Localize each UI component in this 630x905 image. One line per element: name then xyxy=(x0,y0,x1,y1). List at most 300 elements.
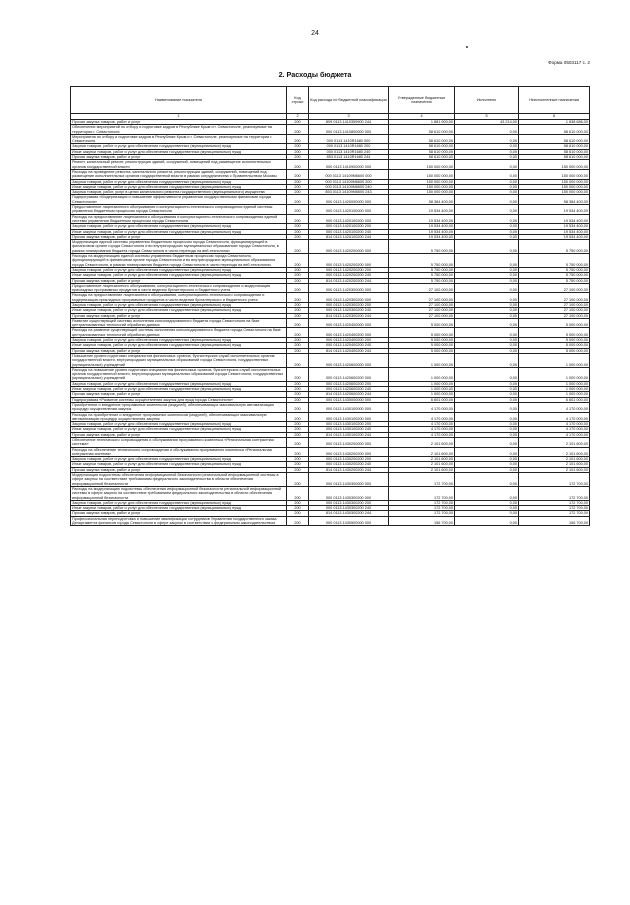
row-approved: 2 101 600,00 xyxy=(389,462,455,467)
table-row xyxy=(71,457,590,462)
col-header-unexecuted: Неисполненные назначения xyxy=(519,87,590,114)
row-executed: 0,00 xyxy=(455,367,519,381)
table-row xyxy=(71,273,590,278)
row-classification: 000 0113 1420200000 000 xyxy=(309,240,389,254)
row-unexecuted: 4 170 000,00 xyxy=(519,427,590,432)
row-approved: 19 534 400,00 xyxy=(389,224,455,229)
table-row xyxy=(71,500,590,505)
row-executed: 0,00 xyxy=(455,134,519,144)
row-code: 200 xyxy=(287,278,309,283)
row-approved: 58 610 000,00 xyxy=(389,155,455,160)
row-unexecuted: 19 534 400,00 xyxy=(519,214,590,224)
row-name: Прочая закупка товаров, работ и услуг xyxy=(71,155,287,160)
row-name: Закупка товаров, работ и услуг для обеспечения государственных (муниципальных) нужд xyxy=(71,302,287,307)
row-name: Предоставление лицензионного обслуживания, консультационно-технического сопровождения и модернизация прикладных программных продуктов в части ведения бухгалтерского и бюджетного учета xyxy=(71,283,287,293)
row-code: 200 xyxy=(287,302,309,307)
row-unexecuted: 172 700,00 xyxy=(519,500,590,505)
row-name: Прочая закупка товаров, работ и услуг xyxy=(71,234,287,239)
row-classification: 000 0113 1430100200 200 xyxy=(309,422,389,427)
row-code: 200 xyxy=(287,190,309,195)
row-name: Иные закупки товаров, работ и услуг для обеспечения государственных (муниципальных) нужд xyxy=(71,427,287,432)
row-unexecuted: 1 000 000,00 xyxy=(519,392,590,397)
row-approved: 1 000 000,00 xyxy=(389,387,455,392)
row-classification: 000 0113 1420100200 200 xyxy=(309,224,389,229)
row-executed: 0,00 xyxy=(455,486,519,500)
row-name: Предоставление лицензионного обслуживания и консультационно-технического сопровождения единой системы управления бюджетным процессом города Севастополя xyxy=(71,205,287,215)
row-name: Прочая закупка товаров, работ и услуг xyxy=(71,348,287,353)
row-executed: 0,00 xyxy=(455,179,519,184)
row-executed: 0,00 xyxy=(455,184,519,189)
row-executed: 0,00 xyxy=(455,397,519,402)
row-executed: 0,00 xyxy=(455,511,519,516)
row-code: 200 xyxy=(287,179,309,184)
row-name: Иные закупки товаров, работ и услуг для обеспечения государственных (муниципальных) нужд xyxy=(71,506,287,511)
row-approved: 58 610 000,00 xyxy=(389,149,455,154)
table-row xyxy=(71,224,590,229)
row-code: 200 xyxy=(287,397,309,402)
row-unexecuted: 5 750 000,00 xyxy=(519,278,590,283)
row-code: 200 xyxy=(287,367,309,381)
row-code: 200 xyxy=(287,432,309,437)
row-name: Прочая закупка товаров, работ и услуг xyxy=(71,313,287,318)
row-code: 200 xyxy=(287,427,309,432)
row-unexecuted: 2 101 600,00 xyxy=(519,462,590,467)
row-classification: 000 0113 1410900000 000 xyxy=(309,160,389,170)
row-approved: 5 750 000,00 xyxy=(389,240,455,254)
row-approved: 150 000 000,00 xyxy=(389,160,455,170)
table-row xyxy=(71,397,590,402)
row-code: 200 xyxy=(287,144,309,149)
row-unexecuted: 172 700,00 xyxy=(519,511,590,516)
row-code: 200 xyxy=(287,467,309,472)
row-code: 200 xyxy=(287,486,309,500)
row-executed: 0,00 xyxy=(455,313,519,318)
row-classification: 000 0113 1410R1680 000 xyxy=(309,134,389,144)
row-approved: 172 700,00 xyxy=(389,500,455,505)
row-executed: 0,00 xyxy=(455,214,519,224)
table-row xyxy=(71,169,590,179)
table-row xyxy=(71,190,590,195)
row-name: Расходы на предоставление лицензионного обслуживания и консультационно-технического сопровождения единой системы управления бюджетным процессом города Севастополя xyxy=(71,214,287,224)
row-unexecuted: 27 100 000,00 xyxy=(519,283,590,293)
row-unexecuted: 150 000 000,00 xyxy=(519,184,590,189)
row-executed: 0,00 xyxy=(455,447,519,457)
table-row xyxy=(71,293,590,303)
row-executed: 0,00 xyxy=(455,195,519,205)
table-row xyxy=(71,283,590,293)
page-number: 24 xyxy=(311,30,319,37)
row-unexecuted: 19 534 400,00 xyxy=(519,205,590,215)
row-approved: 6 601 000,00 xyxy=(389,397,455,402)
row-classification: 814 0113 1430200200 244 xyxy=(309,467,389,472)
row-name: Расходы на проведение ремонта, капитального ремонта, реконструкции зданий, сооружений, помещений под размещение исполнительных органов государственной власти в рамках сотрудничества с Правительством Москвы xyxy=(71,169,287,179)
row-classification: 000 0113 1420300200 200 xyxy=(309,302,389,307)
row-unexecuted: 2 101 600,00 xyxy=(519,457,590,462)
row-name: Иные закупки товаров, работ и услуг для обеспечения государственных (муниципальных) нужд xyxy=(71,343,287,348)
row-code: 200 xyxy=(287,318,309,328)
row-classification: 000 0113 1430200000 000 xyxy=(309,438,389,448)
row-classification: 000 0113 1420200200 000 xyxy=(309,254,389,268)
row-name: Приобретение и внедрение программных комплексов (модулей), обеспечивающих максимальную автоматизацию процедур осуществления закупок xyxy=(71,402,287,412)
row-executed: 0,00 xyxy=(455,149,519,154)
row-classification: 000 0113 1420100200 000 xyxy=(309,214,389,224)
row-unexecuted: 4 170 000,00 xyxy=(519,432,590,437)
row-executed: 0,00 xyxy=(455,273,519,278)
row-classification: 000 0113 1420300200 000 xyxy=(309,293,389,303)
row-unexecuted: 1 000 000,00 xyxy=(519,387,590,392)
row-approved: 4 170 000,00 xyxy=(389,412,455,422)
col-header-classification: Код расхода по бюджетной классификации xyxy=(309,87,389,114)
row-name: Иные закупки товаров, работ и услуг для обеспечения государственных (муниципальных) нужд xyxy=(71,273,287,278)
table-row xyxy=(71,144,590,149)
scan-dot xyxy=(466,46,468,48)
table-row xyxy=(71,438,590,448)
row-code: 200 xyxy=(287,328,309,338)
table-row xyxy=(71,422,590,427)
row-name: Иные закупки товаров, работ и услуг для обеспечения государственных (муниципальных) нужд xyxy=(71,462,287,467)
row-unexecuted: 4 170 000,00 xyxy=(519,402,590,412)
row-unexecuted: 150 000 000,00 xyxy=(519,160,590,170)
row-classification: 814 0113 1420600200 244 xyxy=(309,392,389,397)
row-code: 200 xyxy=(287,267,309,272)
table-row xyxy=(71,486,590,500)
row-executed: 0,00 xyxy=(455,467,519,472)
table-row xyxy=(71,184,590,189)
row-classification: 000 0113 1430100200 240 xyxy=(309,427,389,432)
row-code: 200 xyxy=(287,343,309,348)
table-row xyxy=(71,267,590,272)
row-code: 200 xyxy=(287,402,309,412)
row-approved: 5 750 000,00 xyxy=(389,273,455,278)
row-code: 200 xyxy=(287,149,309,154)
row-approved: 19 534 400,00 xyxy=(389,229,455,234)
row-unexecuted: 5 000 000,00 xyxy=(519,318,590,328)
row-unexecuted: 156 700,00 xyxy=(519,516,590,526)
table-row xyxy=(71,302,590,307)
row-unexecuted: 150 000 000,00 xyxy=(519,179,590,184)
row-code: 200 xyxy=(287,457,309,462)
row-executed: 0,00 xyxy=(455,240,519,254)
row-approved: 58 610 000,00 xyxy=(389,125,455,135)
row-executed: 0,00 xyxy=(455,387,519,392)
row-code: 200 xyxy=(287,308,309,313)
row-executed: 0,00 xyxy=(455,422,519,427)
row-executed: 0,00 xyxy=(455,348,519,353)
row-unexecuted: 19 534 400,00 xyxy=(519,234,590,239)
row-executed: 0,00 xyxy=(455,160,519,170)
row-unexecuted: 27 100 000,00 xyxy=(519,313,590,318)
row-classification: 000 0113 14109М6600 240 xyxy=(309,184,389,189)
row-name: Иные закупки товаров, работ и услуг для обеспечения государственных (муниципальных) нужд xyxy=(71,308,287,313)
row-code: 200 xyxy=(287,205,309,215)
table-row xyxy=(71,328,590,338)
row-approved: 19 534 400,00 xyxy=(389,214,455,224)
row-name: Прочая закупка товаров, работ и услуг xyxy=(71,467,287,472)
row-unexecuted: 172 700,00 xyxy=(519,473,590,487)
row-unexecuted: 5 000 000,00 xyxy=(519,328,590,338)
row-approved: 150 000 000,00 xyxy=(389,184,455,189)
row-name: Расходы на модернизацию единой системы управления бюджетным процессом города Севастополя, функционирующей в финансовом органе города Севастополя и во внутригородских муниципальных образованиях города Севастополя, в рамках планирования бюджета города Севастополя в части перехода на веб-технологии xyxy=(71,254,287,268)
row-approved: 5 000 000,00 xyxy=(389,318,455,328)
row-code: 200 xyxy=(287,462,309,467)
table-row xyxy=(71,427,590,432)
row-classification: 814 0113 1420300200 244 xyxy=(309,313,389,318)
row-name: Прочая закупка товаров, работ и услуг xyxy=(71,120,287,125)
row-approved: 5 000 000,00 xyxy=(389,338,455,343)
row-classification: 853 0113 1410R1680 244 xyxy=(309,155,389,160)
table-row xyxy=(71,367,590,381)
row-name: Иные закупки товаров, работ и услуг для обеспечения государственных (муниципальных) нужд xyxy=(71,149,287,154)
row-classification: 000 0113 1420300000 000 xyxy=(309,283,389,293)
col-number: 3 xyxy=(309,114,389,120)
row-executed: 0,00 xyxy=(455,457,519,462)
row-code: 200 xyxy=(287,381,309,386)
row-classification: 000 0113 1430300200 240 xyxy=(309,506,389,511)
row-approved: 5 000 000,00 xyxy=(389,348,455,353)
table-row xyxy=(71,353,590,367)
row-unexecuted: 27 100 000,00 xyxy=(519,302,590,307)
row-unexecuted: 2 101 600,00 xyxy=(519,467,590,472)
row-approved: 1 000 000,00 xyxy=(389,381,455,386)
row-code: 200 xyxy=(287,313,309,318)
row-executed: 0,00 xyxy=(455,229,519,234)
row-unexecuted: 5 750 000,00 xyxy=(519,240,590,254)
row-unexecuted: 27 100 000,00 xyxy=(519,293,590,303)
row-code: 200 xyxy=(287,387,309,392)
row-name: Закупка товаров, работ и услуг для обеспечения государственных (муниципальных) нужд xyxy=(71,500,287,505)
row-code: 200 xyxy=(287,412,309,422)
table-row xyxy=(71,134,590,144)
row-code: 200 xyxy=(287,125,309,135)
row-approved: 150 000 000,00 xyxy=(389,190,455,195)
row-classification: 000 0113 1430100200 000 xyxy=(309,412,389,422)
row-executed: 0,00 xyxy=(455,516,519,526)
row-unexecuted: 5 000 000,00 xyxy=(519,348,590,353)
row-executed: 0,00 xyxy=(455,432,519,437)
row-classification: 000 0113 1420400200 000 xyxy=(309,328,389,338)
row-code: 200 xyxy=(287,155,309,160)
row-name: Закупка товаров, работ и услуг для обеспечения государственных (муниципальных) нужд xyxy=(71,179,287,184)
row-code: 200 xyxy=(287,160,309,170)
table-row xyxy=(71,506,590,511)
row-unexecuted: 58 610 000,00 xyxy=(519,144,590,149)
row-name: Закупка товаров, работ и услуг для обеспечения государственных (муниципальных) нужд xyxy=(71,224,287,229)
row-classification: 000 0113 1420300200 240 xyxy=(309,308,389,313)
row-code: 200 xyxy=(287,392,309,397)
row-approved: 2 101 600,00 xyxy=(389,447,455,457)
row-name: Повышение уровня подготовки специалистов финансовых органов, бухгалтерских служб исполнительных органов государственной власти, внутригородских муниципальных образований города Севастополя, государственных (муниципальных) учреждений xyxy=(71,353,287,367)
row-name: Закупка товаров, работ и услуг для обеспечения государственных (муниципальных) нужд xyxy=(71,338,287,343)
table-row xyxy=(71,125,590,135)
row-name: Закупка товаров, работ и услуг для обеспечения государственных (муниципальных) нужд xyxy=(71,457,287,462)
row-name: Расходы на развитие существующей системы исполнения консолидированного бюджета города Севастополя на базе централизованных технологий обработки данных xyxy=(71,328,287,338)
row-unexecuted: 4 170 000,00 xyxy=(519,412,590,422)
row-code: 200 xyxy=(287,422,309,427)
row-executed: 0,00 xyxy=(455,267,519,272)
row-approved: 4 170 000,00 xyxy=(389,432,455,437)
row-unexecuted: 5 000 000,00 xyxy=(519,338,590,343)
row-classification: 000 0113 1420600000 000 xyxy=(309,353,389,367)
row-code: 200 xyxy=(287,283,309,293)
row-executed: 0,00 xyxy=(455,293,519,303)
table-row xyxy=(71,318,590,328)
row-name: Модернизация подсистемы обеспечения информационной безопасности региональной информационной системы в сфере закупок на соответствие требованиям федерального законодательства в области обеспечения информационной безопасности xyxy=(71,473,287,487)
row-classification: 000 0113 1420200200 200 xyxy=(309,267,389,272)
row-approved: 150 000 000,00 xyxy=(389,179,455,184)
row-classification: 000 0113 1410800000 000 xyxy=(309,125,389,135)
row-code: 200 xyxy=(287,511,309,516)
row-classification: 000 0113 14109М6600 200 xyxy=(309,179,389,184)
row-executed: 0,00 xyxy=(455,169,519,179)
col-number: 6 xyxy=(519,114,590,120)
row-approved: 156 700,00 xyxy=(389,516,455,526)
row-name: Закупка товаров, работ и услуг для обеспечения государственных (муниципальных) нужд xyxy=(71,381,287,386)
row-classification: 000 0113 1410R1680 200 xyxy=(309,144,389,149)
row-approved: 2 101 600,00 xyxy=(389,467,455,472)
row-code: 200 xyxy=(287,184,309,189)
row-approved: 27 100 000,00 xyxy=(389,293,455,303)
row-name: Иные закупки товаров, работ и услуг для обеспечения государственных (муниципальных) нужд xyxy=(71,184,287,189)
row-executed: 0,00 xyxy=(455,506,519,511)
col-header-code: Код строки xyxy=(287,87,309,114)
row-name: Прочая закупка товаров, работ и услуг xyxy=(71,432,287,437)
row-approved: 172 700,00 xyxy=(389,511,455,516)
row-unexecuted: 58 610 000,00 xyxy=(519,134,590,144)
row-executed: 0,00 xyxy=(455,462,519,467)
row-unexecuted: 150 000 000,00 xyxy=(519,169,590,179)
table-row xyxy=(71,205,590,215)
row-classification: 000 0113 1430200200 200 xyxy=(309,457,389,462)
table-row xyxy=(71,387,590,392)
row-approved: 19 534 400,00 xyxy=(389,234,455,239)
row-code: 200 xyxy=(287,224,309,229)
row-approved: 4 170 000,00 xyxy=(389,402,455,412)
row-executed: 0,00 xyxy=(455,155,519,160)
col-header-name: Наименование показателя xyxy=(71,87,287,114)
table-body xyxy=(71,120,590,526)
row-name: Прочая закупка товаров, работ и услуг xyxy=(71,511,287,516)
row-classification: 000 0113 1430300200 200 xyxy=(309,500,389,505)
row-code: 200 xyxy=(287,214,309,224)
row-name: Развитие существующей системы исполнения консолидированного бюджета города Севастополя на базе централизованных технологий обработки данных xyxy=(71,318,287,328)
row-classification: 000 0113 1430000000 000 xyxy=(309,397,389,402)
row-approved: 27 100 000,00 xyxy=(389,302,455,307)
row-approved: 58 610 000,00 xyxy=(389,134,455,144)
table-row xyxy=(71,447,590,457)
row-unexecuted: 2 101 600,00 xyxy=(519,447,590,457)
row-name: Расходы на повышение уровня подготовки специалистов финансовых органов, бухгалтерских служб исполнительных органов государственной власти, внутригородских муниципальных образований города Севастополя, государственных (муниципальных) учреждений xyxy=(71,367,287,381)
table-row xyxy=(71,516,590,526)
row-executed: 0,00 xyxy=(455,125,519,135)
col-number: 4 xyxy=(389,114,455,120)
row-executed: 0,00 xyxy=(455,302,519,307)
table-row xyxy=(71,240,590,254)
row-approved: 2 101 600,00 xyxy=(389,438,455,448)
row-unexecuted: 27 100 000,00 xyxy=(519,308,590,313)
row-executed: 0,00 xyxy=(455,338,519,343)
row-unexecuted: 2 101 600,00 xyxy=(519,438,590,448)
col-header-approved: Утвержденные бюджетные назначения xyxy=(389,87,455,114)
row-code: 200 xyxy=(287,473,309,487)
section-title: 2. Расходы бюджета xyxy=(278,70,352,79)
row-executed: 43 214,00 xyxy=(455,120,519,125)
row-classification: 000 0113 1430200200 240 xyxy=(309,462,389,467)
form-code: Форма 0503117 с. 2 xyxy=(548,60,590,65)
row-classification: 000 0113 1420100200 240 xyxy=(309,229,389,234)
row-code: 200 xyxy=(287,348,309,353)
row-executed: 0,00 xyxy=(455,278,519,283)
table-row xyxy=(71,254,590,268)
row-code: 200 xyxy=(287,447,309,457)
row-approved: 5 000 000,00 xyxy=(389,343,455,348)
table-row xyxy=(71,179,590,184)
row-code: 200 xyxy=(287,293,309,303)
row-classification: 814 0113 1420200200 244 xyxy=(309,278,389,283)
row-code: 200 xyxy=(287,254,309,268)
row-executed: 0,00 xyxy=(455,308,519,313)
table-row xyxy=(71,214,590,224)
row-code: 200 xyxy=(287,120,309,125)
row-code: 200 xyxy=(287,338,309,343)
row-classification: 814 0113 1420100200 244 xyxy=(309,234,389,239)
table-row xyxy=(71,149,590,154)
row-executed: 0,00 xyxy=(455,381,519,386)
row-name: Прочая закупка товаров, работ и услуг xyxy=(71,392,287,397)
row-executed: 0,00 xyxy=(455,343,519,348)
row-name: Модернизация единой системы управления бюджетным процессом города Севастополя, функционирующей в финансовом органе города Севастополя и во внутригородских муниципальных образованиях города Севастополя, в рамках планирования бюджета города Севастополя в части перехода на веб-технологии xyxy=(71,240,287,254)
table-row xyxy=(71,412,590,422)
row-classification: 000 0113 14109М6600 000 xyxy=(309,169,389,179)
row-classification: 000 0113 1410R1680 240 xyxy=(309,149,389,154)
row-approved: 27 100 000,00 xyxy=(389,308,455,313)
row-approved: 27 100 000,00 xyxy=(389,283,455,293)
row-approved: 172 700,00 xyxy=(389,506,455,511)
row-executed: 0,00 xyxy=(455,224,519,229)
row-classification: 000 0113 1420200200 240 xyxy=(309,273,389,278)
table-row xyxy=(71,343,590,348)
row-approved: 4 170 000,00 xyxy=(389,427,455,432)
row-code: 200 xyxy=(287,234,309,239)
row-classification: 000 0113 1420400000 000 xyxy=(309,318,389,328)
row-approved: 4 170 000,00 xyxy=(389,422,455,427)
row-executed: 0,00 xyxy=(455,402,519,412)
row-executed: 0,00 xyxy=(455,392,519,397)
row-classification: 000 0113 1430300200 000 xyxy=(309,486,389,500)
row-classification: 000 0113 1430200200 000 xyxy=(309,447,389,457)
col-number: 1 xyxy=(71,114,287,120)
row-approved: 58 384 400,00 xyxy=(389,195,455,205)
row-classification: 814 0113 1430100200 244 xyxy=(309,432,389,437)
row-code: 200 xyxy=(287,229,309,234)
row-code: 200 xyxy=(287,353,309,367)
row-approved: 1 000 000,00 xyxy=(389,392,455,397)
row-approved: 150 000 000,00 xyxy=(389,169,455,179)
row-name: Закупка товаров, работ и услуг для обеспечения государственных (муниципальных) нужд xyxy=(71,144,287,149)
row-code: 200 xyxy=(287,438,309,448)
row-unexecuted: 150 000 000,00 xyxy=(519,190,590,195)
table-row xyxy=(71,308,590,313)
row-approved: 2 101 600,00 xyxy=(389,457,455,462)
row-approved: 19 534 400,00 xyxy=(389,205,455,215)
row-approved: 58 610 000,00 xyxy=(389,144,455,149)
row-name: Подпрограмма «Развитие системы осуществления закупок для нужд города Севастополя» xyxy=(71,397,287,402)
table-row xyxy=(71,229,590,234)
row-unexecuted: 5 750 000,00 xyxy=(519,267,590,272)
row-unexecuted: 1 838 686,00 xyxy=(519,120,590,125)
row-classification: 000 0113 1420400200 200 xyxy=(309,338,389,343)
col-number: 5 xyxy=(455,114,519,120)
row-executed: 0,00 xyxy=(455,473,519,487)
